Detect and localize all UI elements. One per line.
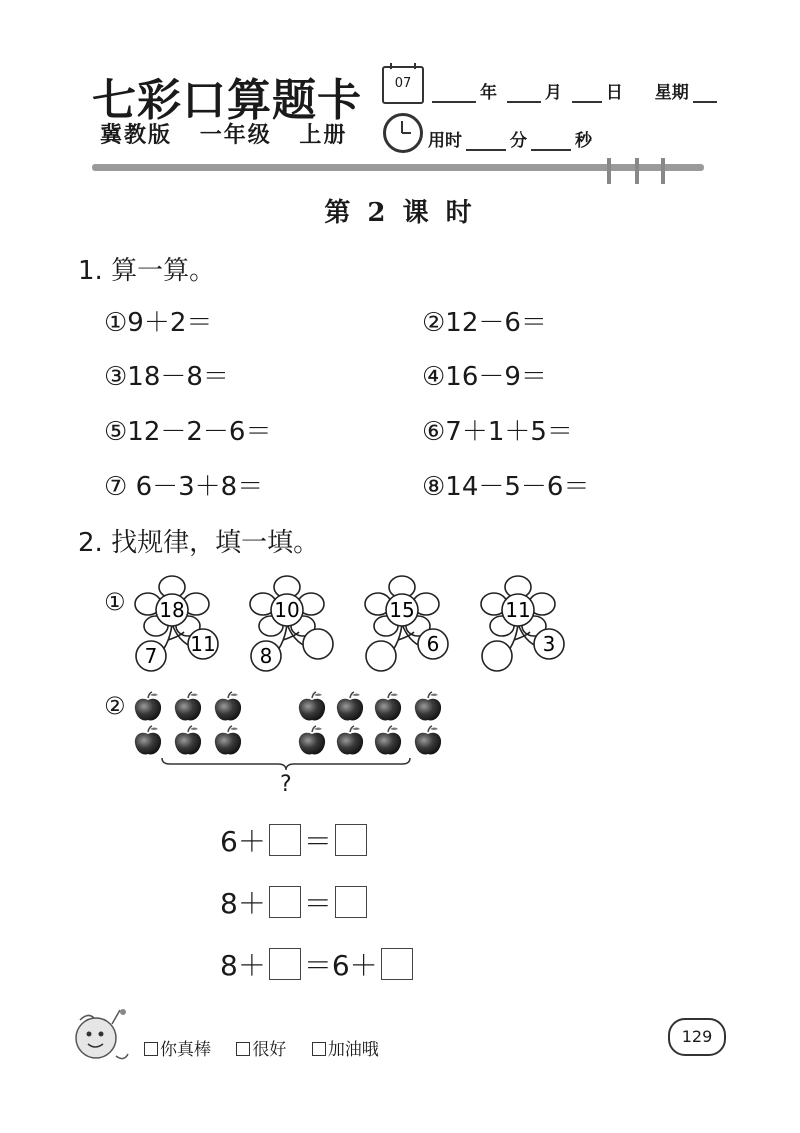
apple-icon: [135, 692, 161, 720]
rating-keep-going[interactable]: 加油哦: [312, 1040, 379, 1060]
apple-icon: [375, 726, 401, 754]
checkbox-icon[interactable]: [236, 1042, 250, 1056]
mascot-icon: [68, 1004, 134, 1070]
brand-title: 七彩口算题卡: [92, 75, 362, 126]
time-used-label: 用时: [428, 131, 462, 151]
minutes-blank[interactable]: [466, 133, 506, 151]
answer-box[interactable]: [381, 948, 413, 980]
equation-3: [220, 944, 416, 984]
pin-icon: [660, 158, 666, 184]
apple-icon: [415, 692, 441, 720]
weekday-blank[interactable]: [693, 85, 717, 103]
apple-icon: [337, 726, 363, 754]
checkbox-icon[interactable]: [144, 1042, 158, 1056]
edition-line: [100, 118, 365, 149]
month-blank[interactable]: [507, 85, 541, 103]
question-2: ②12－6＝: [422, 308, 547, 338]
flower-center: 15: [389, 598, 415, 622]
day-label: 日: [605, 83, 623, 103]
flower-center: 11: [505, 598, 531, 622]
flower-right: 11: [190, 632, 216, 656]
answer-box[interactable]: [269, 886, 301, 918]
calendar-number: 07: [394, 76, 412, 91]
question-1: ①9＋2＝: [104, 308, 213, 338]
flower-left: 7: [144, 644, 158, 668]
pin-icon: [606, 158, 612, 184]
flower-3: [358, 574, 458, 674]
seconds-label: 秒: [575, 131, 592, 151]
apple-icon: [215, 692, 241, 720]
year-label: 年: [480, 83, 497, 103]
question-8: ⑧14－5－6＝: [422, 472, 590, 502]
eq-text: ＝6＋: [303, 949, 378, 982]
year-blank[interactable]: [432, 85, 476, 103]
apple-icon: [135, 726, 161, 754]
equation-2: [220, 882, 370, 922]
question-7: ⑦ 6－3＋8＝: [104, 472, 264, 502]
answer-box[interactable]: [335, 886, 367, 918]
brace-question-mark: ?: [280, 772, 292, 797]
apple-icon: [175, 692, 201, 720]
edition-grade: 一年级: [199, 123, 272, 148]
month-label: 月: [544, 83, 562, 103]
apple-icon: [375, 692, 401, 720]
question-3: ③18－8＝: [104, 362, 229, 392]
flower-left: 8: [259, 644, 273, 668]
rating-options: [144, 1035, 399, 1060]
eq-text: 8＋: [220, 949, 266, 982]
eq-text: ＝: [303, 825, 332, 858]
checkbox-icon[interactable]: [312, 1042, 326, 1056]
rating-good[interactable]: 很好: [236, 1040, 286, 1060]
apple-icon: [175, 726, 201, 754]
header-divider: [92, 164, 704, 171]
clock-icon: [383, 113, 423, 153]
question-6: ⑥7＋1＋5＝: [422, 417, 573, 447]
question-5: ⑤12－2－6＝: [104, 417, 272, 447]
edition-volume: 上册: [299, 123, 348, 148]
flower-right: 3: [542, 632, 556, 656]
apple-group: [130, 690, 450, 760]
part2-label: ②: [104, 692, 126, 720]
flower-4: [474, 574, 574, 674]
flower-right: 6: [426, 632, 440, 656]
flower-1: [128, 574, 228, 674]
pin-icon: [634, 158, 640, 184]
date-line: [428, 78, 721, 103]
answer-box[interactable]: [335, 824, 367, 856]
flower-center: 10: [274, 598, 300, 622]
equation-1: [220, 820, 370, 860]
apple-icon: [215, 726, 241, 754]
section2-title: 2. 找规律，填一填。: [78, 528, 320, 558]
seconds-blank[interactable]: [531, 133, 571, 151]
apple-icon: [299, 726, 325, 754]
time-line: [428, 126, 592, 151]
page-number: 129: [668, 1018, 726, 1056]
apple-icon: [337, 692, 363, 720]
eq-text: 6＋: [220, 825, 266, 858]
answer-box[interactable]: [269, 948, 301, 980]
edition-publisher: 冀教版: [100, 123, 173, 148]
eq-text: 8＋: [220, 887, 266, 920]
weekday-label: 星期: [654, 83, 689, 103]
answer-box[interactable]: [269, 824, 301, 856]
apple-icon: [415, 726, 441, 754]
question-4: ④16－9＝: [422, 362, 547, 392]
minutes-label: 分: [510, 131, 527, 151]
calendar-icon: [382, 66, 424, 104]
eq-text: ＝: [303, 887, 332, 920]
flower-2: [243, 574, 343, 674]
apple-icon: [299, 692, 325, 720]
part1-label: ①: [104, 588, 126, 616]
section1-title: 1. 算一算。: [78, 256, 216, 286]
lesson-title: 第 2 课 时: [324, 198, 476, 228]
day-blank[interactable]: [572, 85, 602, 103]
flower-center: 18: [159, 598, 185, 622]
rating-great[interactable]: 你真棒: [144, 1040, 211, 1060]
